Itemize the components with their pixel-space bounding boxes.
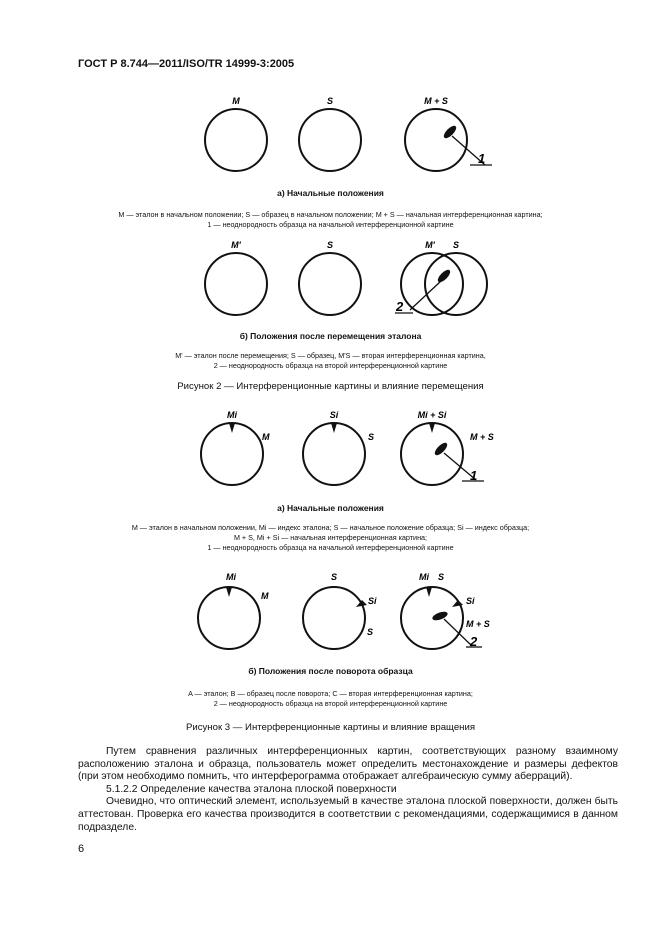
figure2-legend-b-line1: M' — эталон после перемещения; S — образец, M'S — вторая интерференционная картина, bbox=[175, 351, 486, 360]
index-mark-mi-combined bbox=[426, 587, 432, 597]
circle-reference-moved bbox=[205, 253, 267, 315]
figure2-caption: Рисунок 2 — Интерференционные картины и влияние перемещения bbox=[177, 381, 484, 392]
figure2-legend-a-line1: M — эталон в начальном положении; S — образец в начальном положении; M + S — начальная интерференционная картина; bbox=[118, 210, 543, 219]
label-s-top: S bbox=[330, 572, 338, 582]
label-s: S bbox=[368, 432, 375, 442]
figure3-legend-b-line1: A — эталон; B — образец после поворота; C — вторая интерференционная картина; bbox=[188, 689, 473, 698]
circle-sample-overlay bbox=[425, 253, 487, 315]
label-m-prime: M' bbox=[231, 240, 241, 250]
label-m: M bbox=[232, 96, 240, 106]
label-m: M bbox=[262, 432, 270, 442]
label-m-plus-s: M + S bbox=[470, 432, 494, 442]
index-mark-si-rotated bbox=[356, 600, 367, 607]
label-mi-combined: Mi bbox=[419, 572, 429, 582]
figure2-legend-b-line2: 2 — неоднородность образца на второй интерференционной картине bbox=[213, 361, 448, 370]
page-number: 6 bbox=[78, 843, 85, 855]
label-mi-plus-si: Mi + Si bbox=[417, 410, 447, 420]
figure3-subcaption-a: а) Начальные положения bbox=[277, 503, 384, 513]
figure3-panel-a-diagram bbox=[0, 405, 661, 495]
figure2-legend-a-line2: 1 — неоднородность образца на начальной интерференционной картине bbox=[207, 220, 454, 229]
index-mark-si bbox=[331, 423, 337, 433]
label-si: Si bbox=[329, 410, 339, 420]
defect-marker bbox=[442, 124, 458, 140]
section-title: 5.1.2.2 Определение качества эталона плоской поверхности bbox=[106, 783, 397, 795]
label-s: S bbox=[326, 240, 334, 250]
body-text bbox=[78, 746, 618, 834]
figure2-panel-b-diagram bbox=[0, 236, 661, 326]
label-s-combined: S bbox=[437, 572, 445, 582]
label-s-side: S bbox=[367, 627, 374, 637]
figure2-subcaption-b: б) Положения после перемещения эталона bbox=[239, 331, 422, 341]
figure3-legend-a-line2: M + S, Mi + Si — начальная интерференционная картина; bbox=[233, 533, 428, 542]
circle-moved-ref bbox=[401, 253, 463, 315]
figure3-legend-a-line1: M — эталон в начальном положении, Mi — индекс эталона; S — начальное положение образца; Si — индекс образца; bbox=[131, 523, 530, 532]
figure3-legend-a-line3: 1 — неоднородность образца на начальной интерференционной картине bbox=[207, 543, 454, 552]
figure2-panel-a-diagram bbox=[0, 92, 661, 182]
index-mark-combined bbox=[429, 423, 435, 433]
label-m-prime-right: M' bbox=[425, 240, 435, 250]
circle-reference bbox=[205, 109, 267, 171]
marker-2: 2 bbox=[470, 634, 478, 649]
circle-sample bbox=[299, 109, 361, 171]
figure3-caption: Рисунок 3 — Интерференционные картины и влияние вращения bbox=[185, 722, 476, 733]
figure2-subcaption-a: а) Начальные положения bbox=[277, 188, 384, 198]
label-m-plus-s: M + S bbox=[466, 619, 490, 629]
label-m-plus-s: M + S bbox=[424, 96, 448, 106]
label-mi: Mi bbox=[226, 572, 236, 582]
marker-1: 1 bbox=[470, 468, 478, 483]
marker-2: 2 bbox=[396, 299, 404, 314]
figure3-legend-b-line2: 2 — неоднородность образца на второй интерференционной картине bbox=[213, 699, 448, 708]
document-header: ГОСТ Р 8.744—2011/ISO/TR 14999-3:2005 bbox=[78, 58, 295, 70]
paragraph-comparison: Путем сравнения различных интерференционных картин, соответствующих разному взаимному расположению эталона и образца, пользователь может определить местонахождение и размеры дефектов (при этом необходимо помнить, что интерферограмма отображает алгебраическую сумму аберраций). bbox=[78, 746, 618, 783]
figure3-subcaption-b: б) Положения после поворота образца bbox=[248, 666, 413, 676]
marker-1: 1 bbox=[478, 151, 486, 166]
label-si: Si bbox=[368, 596, 377, 606]
label-s: S bbox=[326, 96, 334, 106]
label-si-combined: Si bbox=[466, 596, 475, 606]
label-mi: Mi bbox=[227, 410, 237, 420]
paragraph-quality: Очевидно, что оптический элемент, используемый в качестве эталона плоской поверхности, должен быть аттестован. Проверка его качества производится в соответствии с рекомендациями, содержащимися в данном подразделе. bbox=[78, 796, 618, 833]
circle-combined bbox=[405, 109, 467, 171]
label-s-right: S bbox=[452, 240, 460, 250]
label-m: M bbox=[261, 591, 269, 601]
circle-sample bbox=[299, 253, 361, 315]
defect-marker bbox=[436, 268, 452, 284]
index-mark-mi bbox=[226, 587, 232, 597]
figure3-panel-b-diagram bbox=[0, 567, 661, 663]
index-mark-mi bbox=[229, 423, 235, 433]
